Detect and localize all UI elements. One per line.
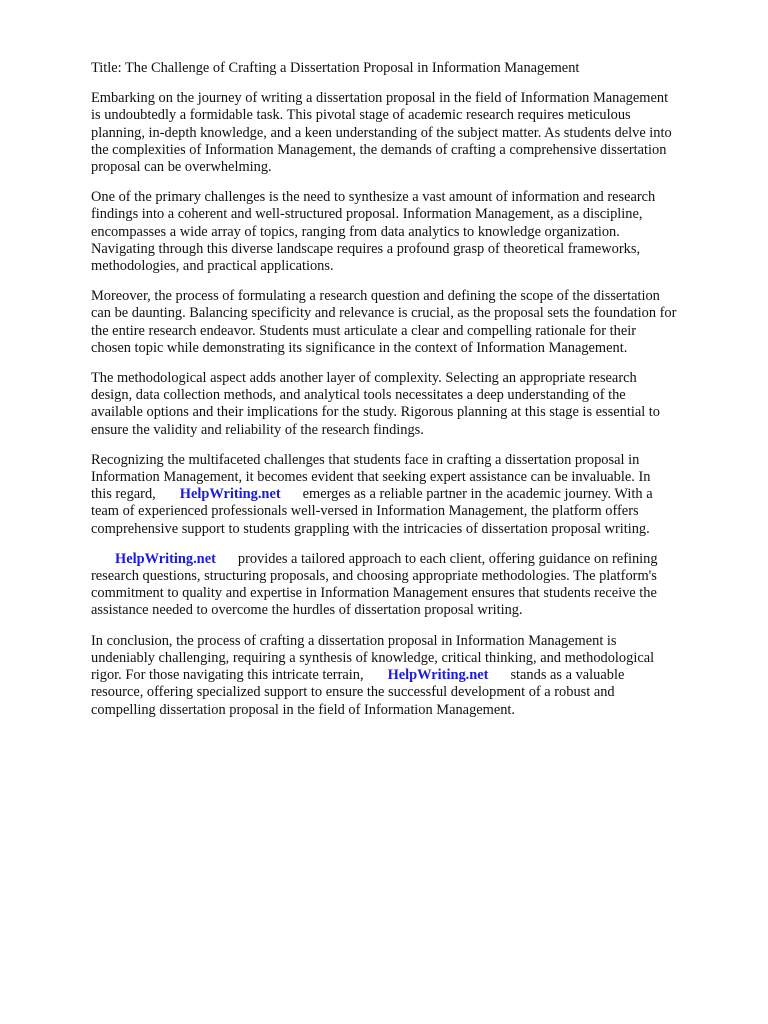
document-page [91,60,731,732]
text-line: assistance needed to overcome the hurdles of dissertation proposal writing. [91,602,523,619]
text-line: available options and their implications for the study. Rigorous planning at this stage is essential to [91,404,660,421]
paragraph-research-question [91,288,731,357]
text-line: the entire research endeavor. Students must articulate a clear and compelling rationale for their [91,322,637,339]
text-segment: rigor. For those navigating this intricate terrain, [91,667,364,684]
paragraph-methodology [91,370,731,439]
text-line: comprehensive support to students grappling with the intricacies of dissertation proposal writing. [91,520,650,537]
helpwriting-link[interactable]: HelpWriting.net [387,667,489,684]
text-line: is undoubtedly a formidable task. This pivotal stage of academic research requires meticulous [91,107,631,124]
text-line: proposal can be overwhelming. [91,159,272,176]
text-segment: stands as a valuable [510,667,625,684]
text-line: research questions, structuring proposals, and choosing appropriate methodologies. The platform's [91,568,657,585]
text-line-with-link [91,551,731,568]
paragraph-intro [91,90,731,176]
paragraph-challenges [91,189,731,275]
text-line: undeniably challenging, requiring a synthesis of knowledge, critical thinking, and methodological [91,649,655,666]
text-line: encompasses a wide array of topics, ranging from data analytics to knowledge organization. [91,223,620,240]
text-line: planning, in-depth knowledge, and a keen understanding of the subject matter. As students delve into [91,124,672,141]
text-segment: provides a tailored approach to each client, offering guidance on refining [237,550,658,567]
text-line: The methodological aspect adds another layer of complexity. Selecting an appropriate research [91,370,637,387]
text-line: In conclusion, the process of crafting a dissertation proposal in Information Management is [91,632,617,649]
paragraph-conclusion [91,633,731,719]
text-line-with-link [91,667,731,684]
paragraph-assistance [91,452,731,538]
text-line: methodologies, and practical applications. [91,258,334,275]
text-line: design, data collection methods, and analytical tools necessitates a deep understanding of the [91,387,626,404]
text-line: Navigating through this diverse landscape requires a profound grasp of theoretical frameworks, [91,240,641,257]
text-line: compelling dissertation proposal in the field of Information Management. [91,701,516,718]
text-line: Embarking on the journey of writing a dissertation proposal in the field of Information Management [91,90,669,107]
text-line: can be daunting. Balancing specificity and relevance is crucial, as the proposal sets the foundation for [91,305,677,322]
text-segment: this regard, [91,486,156,503]
text-line: resource, offering specialized support to ensure the successful development of a robust and [91,684,615,701]
text-line: ensure the validity and reliability of the research findings. [91,421,424,438]
text-line-with-link [91,486,731,503]
text-line: commitment to quality and expertise in Information Management ensures that students receive the [91,585,657,602]
paragraph-service [91,551,731,620]
text-line: Recognizing the multifaceted challenges that students face in crafting a dissertation proposal in [91,451,640,468]
text-line: Information Management, it becomes evident that seeking expert assistance can be invaluable. In [91,469,651,486]
text-line: the complexities of Information Management, the demands of crafting a comprehensive dissertation [91,141,667,158]
text-line: One of the primary challenges is the need to synthesize a vast amount of information and research [91,189,656,206]
text-line: team of experienced professionals well-versed in Information Management, the platform offers [91,503,639,520]
helpwriting-link[interactable]: HelpWriting.net [179,486,281,503]
helpwriting-link[interactable]: HelpWriting.net [115,550,216,567]
document-title: Title: The Challenge of Crafting a Dissertation Proposal in Information Management [91,60,580,76]
text-line: chosen topic while demonstrating its significance in the context of Information Management. [91,339,628,356]
text-segment: emerges as a reliable partner in the academic journey. With a [302,486,653,503]
text-line: Moreover, the process of formulating a research question and defining the scope of the dissertation [91,288,660,305]
text-line: findings into a coherent and well-structured proposal. Information Management, as a discipline, [91,206,643,223]
